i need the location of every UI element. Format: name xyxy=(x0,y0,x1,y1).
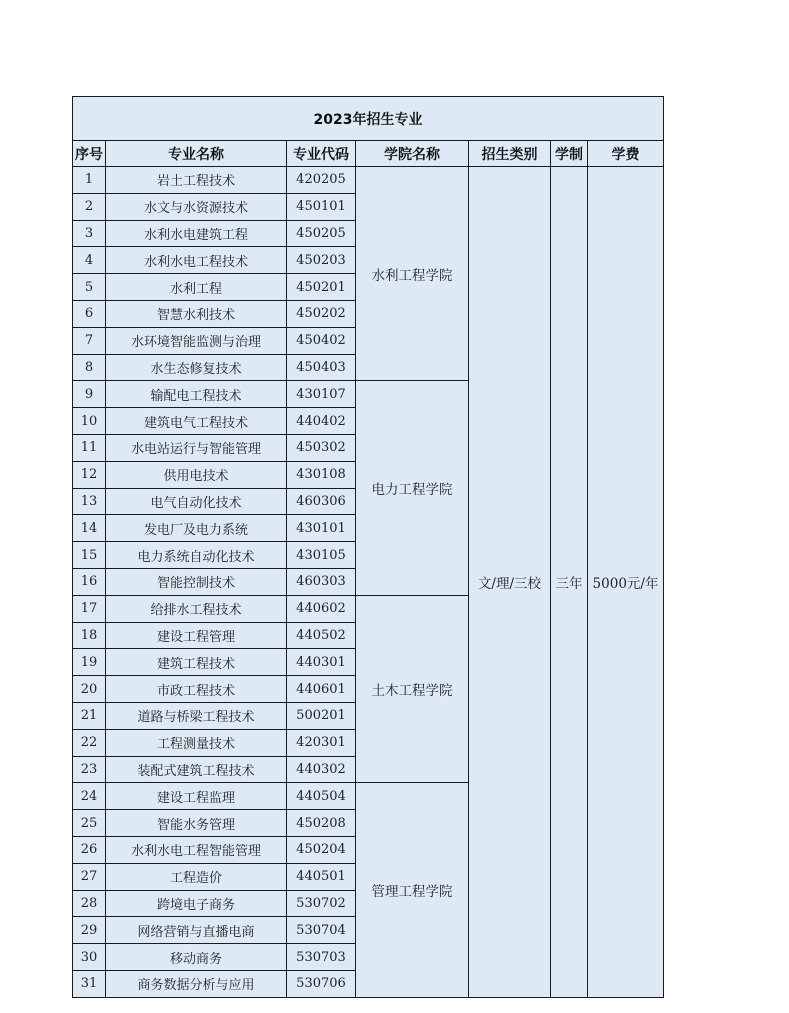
serial-cell: 11 xyxy=(73,434,106,461)
major-code-cell: 420205 xyxy=(287,167,356,194)
major-name-cell: 智能水务管理 xyxy=(106,810,287,837)
major-name-cell: 水文与水资源技术 xyxy=(106,193,287,220)
major-code-cell: 460306 xyxy=(287,488,356,515)
duration-cell: 三年 xyxy=(551,167,588,998)
major-name-cell: 建设工程管理 xyxy=(106,622,287,649)
major-name-cell: 水利工程 xyxy=(106,274,287,301)
major-name-cell: 电气自动化技术 xyxy=(106,488,287,515)
major-name-cell: 市政工程技术 xyxy=(106,676,287,703)
header-duration: 学制 xyxy=(551,141,588,167)
table-row xyxy=(73,167,664,194)
major-code-cell: 450302 xyxy=(287,434,356,461)
header-row xyxy=(73,141,664,167)
college-name-cell: 管理工程学院 xyxy=(356,783,469,997)
serial-cell: 5 xyxy=(73,274,106,301)
major-name-cell: 建筑电气工程技术 xyxy=(106,408,287,435)
major-code-cell: 440602 xyxy=(287,595,356,622)
major-code-cell: 450208 xyxy=(287,810,356,837)
major-name-cell: 建筑工程技术 xyxy=(106,649,287,676)
header-serial: 序号 xyxy=(73,141,106,167)
serial-cell: 14 xyxy=(73,515,106,542)
major-code-cell: 530702 xyxy=(287,890,356,917)
major-code-cell: 450202 xyxy=(287,300,356,327)
major-name-cell: 水利水电建筑工程 xyxy=(106,220,287,247)
major-name-cell: 智慧水利技术 xyxy=(106,300,287,327)
major-name-cell: 水生态修复技术 xyxy=(106,354,287,381)
major-code-cell: 440502 xyxy=(287,622,356,649)
major-code-cell: 440301 xyxy=(287,649,356,676)
serial-cell: 18 xyxy=(73,622,106,649)
header-code: 专业代码 xyxy=(287,141,356,167)
serial-cell: 6 xyxy=(73,300,106,327)
major-name-cell: 输配电工程技术 xyxy=(106,381,287,408)
major-name-cell: 装配式建筑工程技术 xyxy=(106,756,287,783)
major-code-cell: 530703 xyxy=(287,944,356,971)
serial-cell: 26 xyxy=(73,836,106,863)
major-code-cell: 450101 xyxy=(287,193,356,220)
major-code-cell: 440504 xyxy=(287,783,356,810)
serial-cell: 2 xyxy=(73,193,106,220)
serial-cell: 21 xyxy=(73,702,106,729)
serial-cell: 23 xyxy=(73,756,106,783)
header-major: 专业名称 xyxy=(106,141,287,167)
major-code-cell: 430101 xyxy=(287,515,356,542)
serial-cell: 3 xyxy=(73,220,106,247)
major-name-cell: 发电厂及电力系统 xyxy=(106,515,287,542)
major-code-cell: 460303 xyxy=(287,568,356,595)
serial-cell: 29 xyxy=(73,917,106,944)
major-code-cell: 450201 xyxy=(287,274,356,301)
serial-cell: 22 xyxy=(73,729,106,756)
serial-cell: 30 xyxy=(73,944,106,971)
major-name-cell: 供用电技术 xyxy=(106,461,287,488)
major-name-cell: 建设工程监理 xyxy=(106,783,287,810)
major-code-cell: 450403 xyxy=(287,354,356,381)
college-name-cell: 土木工程学院 xyxy=(356,595,469,783)
serial-cell: 8 xyxy=(73,354,106,381)
serial-cell: 7 xyxy=(73,327,106,354)
major-code-cell: 450402 xyxy=(287,327,356,354)
major-name-cell: 移动商务 xyxy=(106,944,287,971)
major-code-cell: 450203 xyxy=(287,247,356,274)
enrollment-table-container xyxy=(72,96,664,998)
header-tuition: 学费 xyxy=(588,141,664,167)
serial-cell: 25 xyxy=(73,810,106,837)
major-code-cell: 430105 xyxy=(287,542,356,569)
major-code-cell: 450205 xyxy=(287,220,356,247)
major-name-cell: 智能控制技术 xyxy=(106,568,287,595)
serial-cell: 1 xyxy=(73,167,106,194)
major-code-cell: 530704 xyxy=(287,917,356,944)
serial-cell: 24 xyxy=(73,783,106,810)
major-name-cell: 岩土工程技术 xyxy=(106,167,287,194)
major-name-cell: 水利水电工程技术 xyxy=(106,247,287,274)
table-body xyxy=(73,167,664,998)
major-name-cell: 电力系统自动化技术 xyxy=(106,542,287,569)
enrollment-table xyxy=(72,96,664,998)
major-code-cell: 450204 xyxy=(287,836,356,863)
serial-cell: 16 xyxy=(73,568,106,595)
major-name-cell: 工程测量技术 xyxy=(106,729,287,756)
serial-cell: 4 xyxy=(73,247,106,274)
major-name-cell: 跨境电子商务 xyxy=(106,890,287,917)
tuition-cell: 5000元/年 xyxy=(588,167,664,998)
serial-cell: 15 xyxy=(73,542,106,569)
major-name-cell: 工程造价 xyxy=(106,863,287,890)
major-name-cell: 水环境智能监测与治理 xyxy=(106,327,287,354)
major-code-cell: 440501 xyxy=(287,863,356,890)
serial-cell: 9 xyxy=(73,381,106,408)
major-code-cell: 500201 xyxy=(287,702,356,729)
major-code-cell: 530706 xyxy=(287,970,356,997)
major-code-cell: 430107 xyxy=(287,381,356,408)
major-code-cell: 440402 xyxy=(287,408,356,435)
serial-cell: 13 xyxy=(73,488,106,515)
header-category: 招生类别 xyxy=(469,141,551,167)
major-name-cell: 水利水电工程智能管理 xyxy=(106,836,287,863)
major-code-cell: 420301 xyxy=(287,729,356,756)
serial-cell: 10 xyxy=(73,408,106,435)
major-name-cell: 水电站运行与智能管理 xyxy=(106,434,287,461)
serial-cell: 31 xyxy=(73,970,106,997)
serial-cell: 20 xyxy=(73,676,106,703)
enrollment-category-cell: 文/理/三校 xyxy=(469,167,551,998)
serial-cell: 19 xyxy=(73,649,106,676)
serial-cell: 12 xyxy=(73,461,106,488)
major-name-cell: 给排水工程技术 xyxy=(106,595,287,622)
serial-cell: 17 xyxy=(73,595,106,622)
major-name-cell: 道路与桥梁工程技术 xyxy=(106,702,287,729)
header-college: 学院名称 xyxy=(356,141,469,167)
serial-cell: 28 xyxy=(73,890,106,917)
major-name-cell: 网络营销与直播电商 xyxy=(106,917,287,944)
serial-cell: 27 xyxy=(73,863,106,890)
major-code-cell: 430108 xyxy=(287,461,356,488)
college-name-cell: 电力工程学院 xyxy=(356,381,469,595)
major-code-cell: 440601 xyxy=(287,676,356,703)
major-code-cell: 440302 xyxy=(287,756,356,783)
college-name-cell: 水利工程学院 xyxy=(356,167,469,381)
major-name-cell: 商务数据分析与应用 xyxy=(106,970,287,997)
table-title: 2023年招生专业 xyxy=(73,97,664,141)
